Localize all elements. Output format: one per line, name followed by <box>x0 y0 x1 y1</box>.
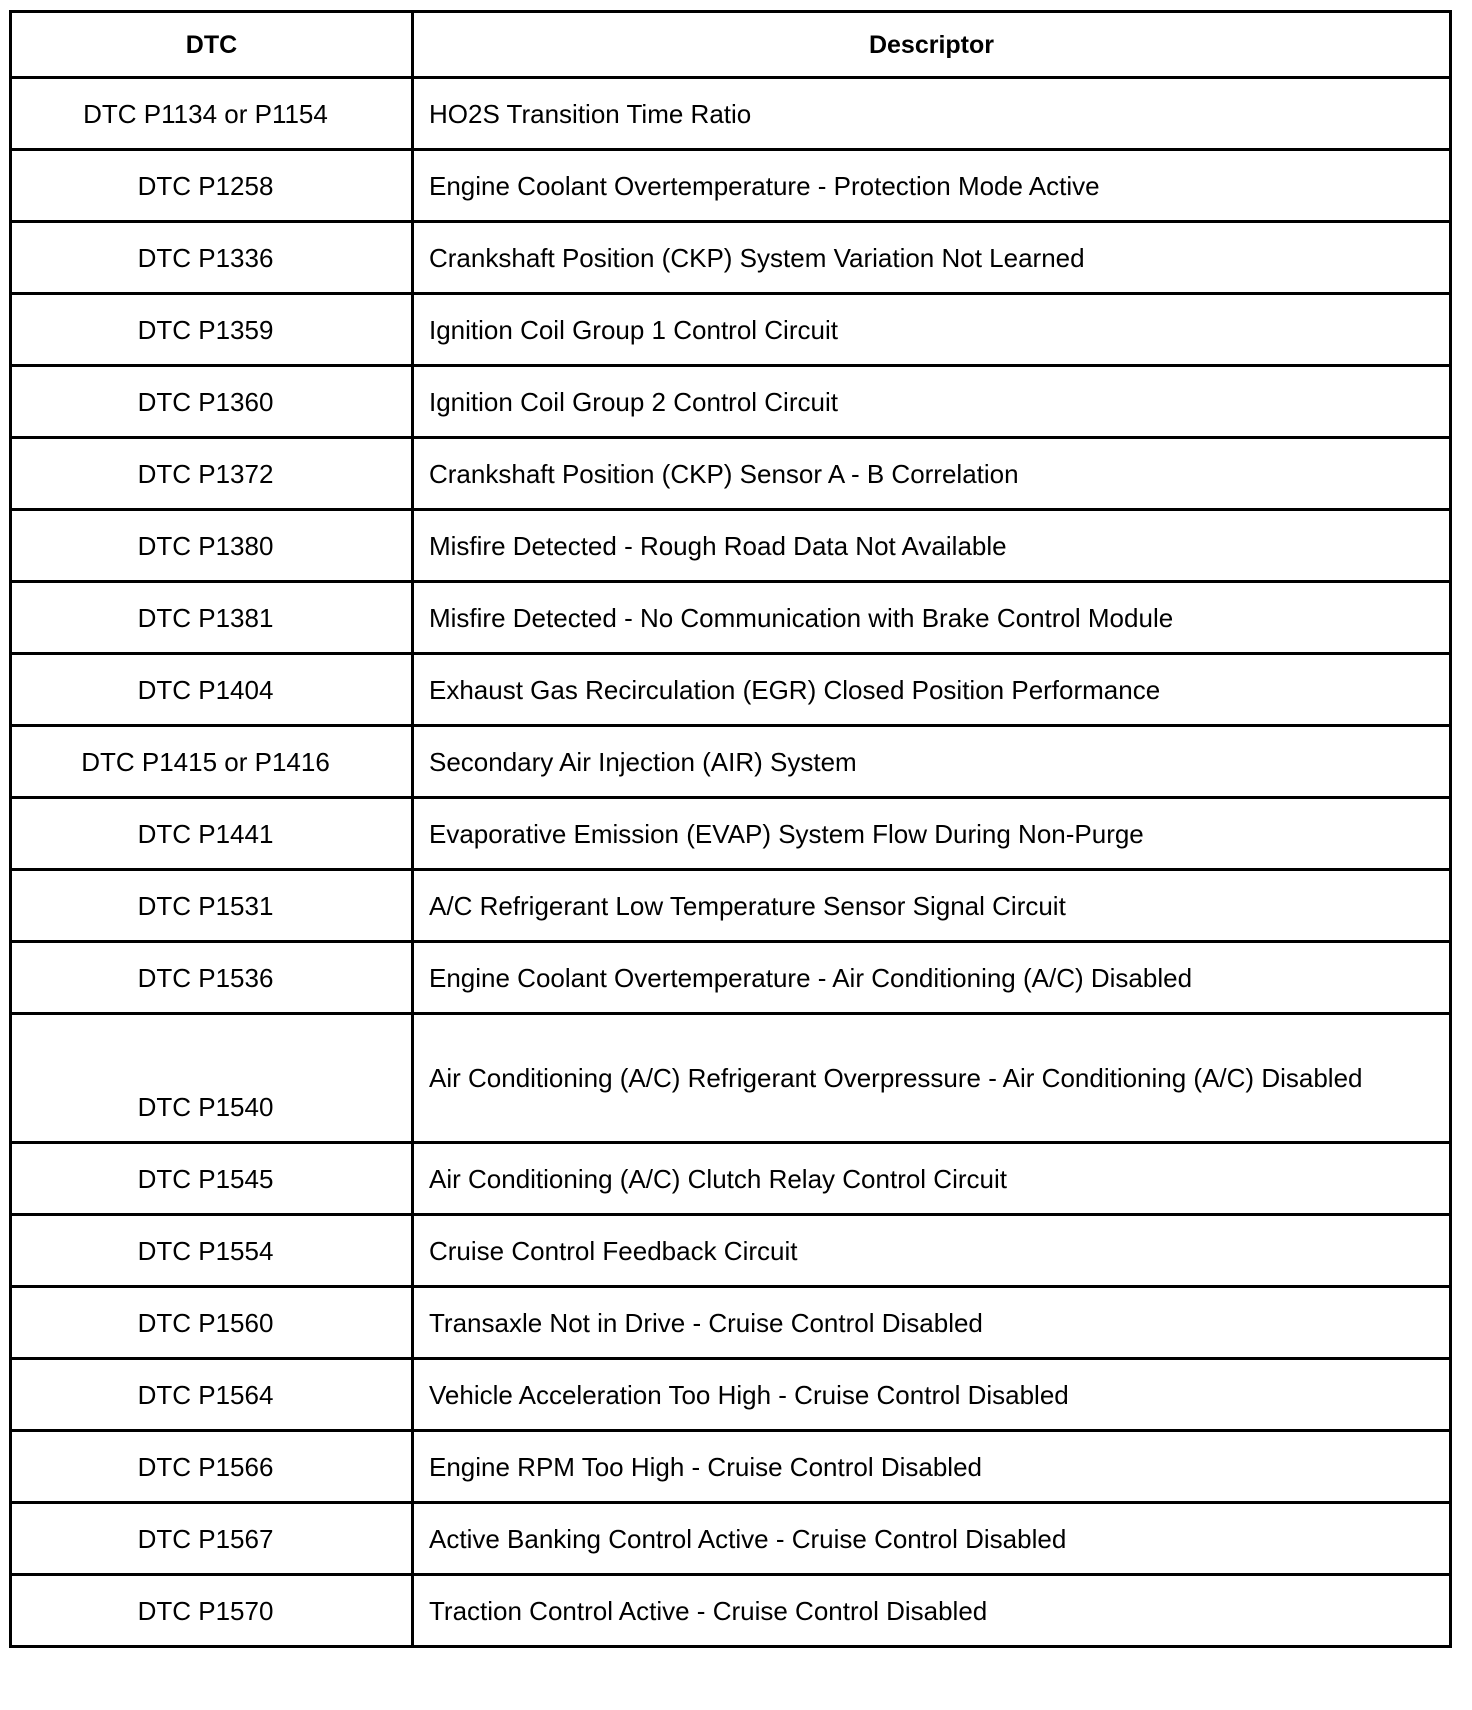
dtc-code-cell: DTC P1415 or P1416 <box>11 726 413 798</box>
descriptor-cell: Engine Coolant Overtemperature - Protection Mode Active <box>413 150 1451 222</box>
descriptor-cell: Engine RPM Too High - Cruise Control Disabled <box>413 1431 1451 1503</box>
table-row <box>11 1287 1451 1359</box>
descriptor-cell: Vehicle Acceleration Too High - Cruise Control Disabled <box>413 1359 1451 1431</box>
table-row <box>11 1014 1451 1143</box>
descriptor-cell: Cruise Control Feedback Circuit <box>413 1215 1451 1287</box>
descriptor-cell: Transaxle Not in Drive - Cruise Control Disabled <box>413 1287 1451 1359</box>
table-row <box>11 1215 1451 1287</box>
descriptor-cell: Ignition Coil Group 1 Control Circuit <box>413 294 1451 366</box>
descriptor-cell: Engine Coolant Overtemperature - Air Conditioning (A/C) Disabled <box>413 942 1451 1014</box>
dtc-code-cell: DTC P1536 <box>11 942 413 1014</box>
dtc-code-cell: DTC P1567 <box>11 1503 413 1575</box>
dtc-code-cell: DTC P1336 <box>11 222 413 294</box>
table-row <box>11 366 1451 438</box>
descriptor-cell: Crankshaft Position (CKP) Sensor A - B Correlation <box>413 438 1451 510</box>
descriptor-cell: Ignition Coil Group 2 Control Circuit <box>413 366 1451 438</box>
descriptor-cell: HO2S Transition Time Ratio <box>413 78 1451 150</box>
dtc-code-cell: DTC P1441 <box>11 798 413 870</box>
descriptor-cell: Traction Control Active - Cruise Control Disabled <box>413 1575 1451 1647</box>
dtc-code-cell: DTC P1359 <box>11 294 413 366</box>
table-row <box>11 726 1451 798</box>
table-row <box>11 1359 1451 1431</box>
descriptor-cell: A/C Refrigerant Low Temperature Sensor Signal Circuit <box>413 870 1451 942</box>
descriptor-cell: Misfire Detected - Rough Road Data Not Available <box>413 510 1451 582</box>
dtc-code-cell: DTC P1134 or P1154 <box>11 78 413 150</box>
table-row <box>11 78 1451 150</box>
descriptor-cell: Crankshaft Position (CKP) System Variation Not Learned <box>413 222 1451 294</box>
dtc-code-cell: DTC P1566 <box>11 1431 413 1503</box>
dtc-code-cell: DTC P1560 <box>11 1287 413 1359</box>
descriptor-cell: Evaporative Emission (EVAP) System Flow During Non-Purge <box>413 798 1451 870</box>
table-row <box>11 1503 1451 1575</box>
header-descriptor: Descriptor <box>413 12 1451 78</box>
descriptor-cell: Air Conditioning (A/C) Refrigerant Overpressure - Air Conditioning (A/C) Disabled <box>413 1014 1451 1143</box>
table-row <box>11 1575 1451 1647</box>
dtc-code-cell: DTC P1372 <box>11 438 413 510</box>
dtc-code-cell: DTC P1564 <box>11 1359 413 1431</box>
dtc-code-cell: DTC P1258 <box>11 150 413 222</box>
table-row <box>11 222 1451 294</box>
table-row <box>11 294 1451 366</box>
table-row <box>11 798 1451 870</box>
dtc-code-cell: DTC P1540 <box>11 1014 413 1143</box>
descriptor-cell: Secondary Air Injection (AIR) System <box>413 726 1451 798</box>
table-row <box>11 870 1451 942</box>
table-row <box>11 1431 1451 1503</box>
dtc-code-cell: DTC P1380 <box>11 510 413 582</box>
dtc-code-cell: DTC P1545 <box>11 1143 413 1215</box>
table-row <box>11 942 1451 1014</box>
dtc-code-cell: DTC P1531 <box>11 870 413 942</box>
table-row <box>11 510 1451 582</box>
descriptor-cell: Active Banking Control Active - Cruise Control Disabled <box>413 1503 1451 1575</box>
table-row <box>11 1143 1451 1215</box>
dtc-code-cell: DTC P1570 <box>11 1575 413 1647</box>
table-row <box>11 438 1451 510</box>
table-row <box>11 150 1451 222</box>
descriptor-cell: Exhaust Gas Recirculation (EGR) Closed Position Performance <box>413 654 1451 726</box>
table-row <box>11 654 1451 726</box>
descriptor-cell: Misfire Detected - No Communication with Brake Control Module <box>413 582 1451 654</box>
dtc-code-cell: DTC P1360 <box>11 366 413 438</box>
descriptor-cell: Air Conditioning (A/C) Clutch Relay Control Circuit <box>413 1143 1451 1215</box>
table-header-row <box>11 12 1451 78</box>
dtc-code-cell: DTC P1404 <box>11 654 413 726</box>
dtc-code-cell: DTC P1554 <box>11 1215 413 1287</box>
dtc-code-cell: DTC P1381 <box>11 582 413 654</box>
table-row <box>11 582 1451 654</box>
dtc-table <box>9 10 1452 1648</box>
header-dtc: DTC <box>11 12 413 78</box>
